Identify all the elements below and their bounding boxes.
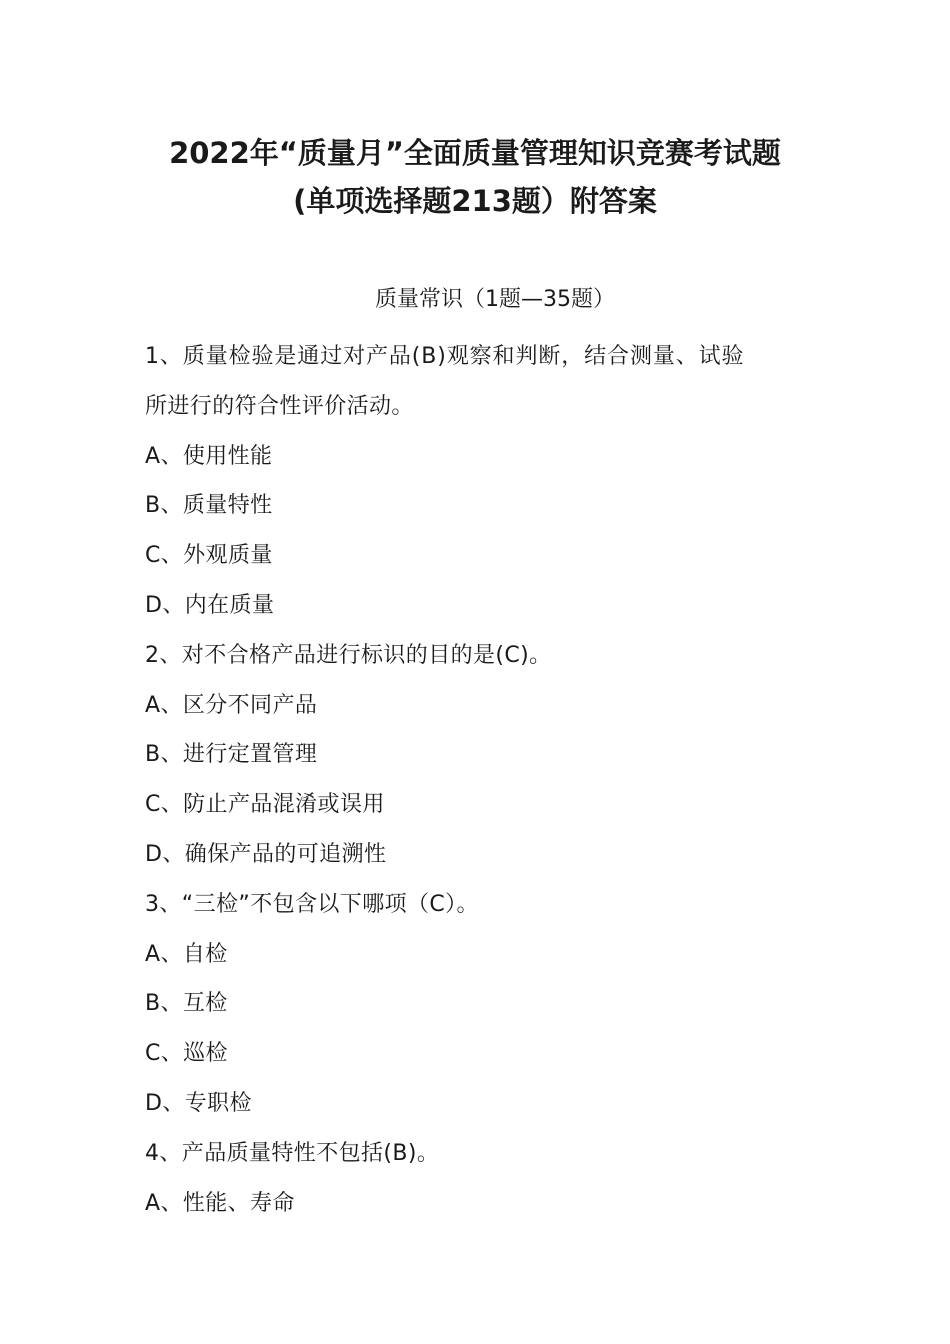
section-heading: 质量常识（1题—35题） — [375, 287, 615, 312]
document-title-line-1: 2022年“质量月”全面质量管理知识竞赛考试题 — [169, 136, 781, 170]
question-3-option-a: A、自检 — [145, 941, 228, 967]
question-2-option-b: B、进行定置管理 — [145, 742, 318, 768]
question-3-option-d: D、专职检 — [145, 1090, 252, 1116]
question-3-option-c: C、巡检 — [145, 1041, 228, 1067]
question-1-text: 1、质量检验是通过对产品(B)观察和判断，结合测量、试验 — [145, 344, 745, 369]
question-2-option-d: D、确保产品的可追溯性 — [145, 841, 387, 867]
question-1-option-b: B、质量特性 — [145, 493, 273, 519]
question-1-option-a: A、使用性能 — [145, 443, 273, 469]
question-1-option-d: D、内在质量 — [145, 592, 275, 618]
question-list — [145, 332, 825, 1228]
question-3-option-b: B、互检 — [145, 991, 228, 1017]
question-4-option-a: A、性能、寿命 — [145, 1190, 295, 1216]
question-3-text: 3、“三检”不包含以下哪项（C）。 — [145, 891, 479, 917]
question-1-option-c: C、外观质量 — [145, 543, 273, 569]
document-title-line-2: (单项选择题213题）附答案 — [293, 184, 657, 218]
question-2-option-c: C、防止产品混淆或误用 — [145, 792, 385, 818]
question-4-text: 4、产品质量特性不包括(B)。 — [145, 1140, 440, 1166]
question-2-option-a: A、区分不同产品 — [145, 692, 318, 718]
question-1-text-continued: 所进行的符合性评价活动。 — [145, 393, 414, 419]
question-2-text: 2、对不合格产品进行标识的目的是(C)。 — [145, 642, 552, 668]
